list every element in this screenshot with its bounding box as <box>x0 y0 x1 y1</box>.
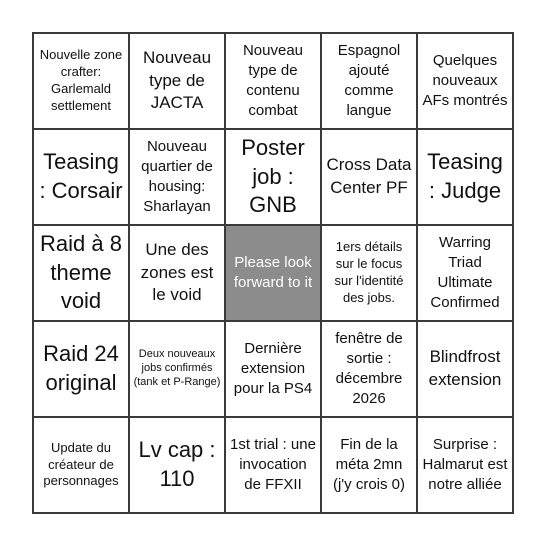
bingo-cell-2-3[interactable] <box>226 130 322 226</box>
bingo-cell-5-2[interactable] <box>130 418 226 514</box>
bingo-cell-text: Teasing : Corsair <box>39 149 123 203</box>
bingo-cell-5-5[interactable] <box>418 418 514 514</box>
bingo-cell-text: Quelques nouveaux AFs montrés <box>422 52 508 109</box>
bingo-cell-2-2[interactable] <box>130 130 226 226</box>
bingo-cell-1-1[interactable] <box>34 34 130 130</box>
bingo-cell-5-1[interactable] <box>34 418 130 514</box>
bingo-cell-1-2[interactable] <box>130 34 226 130</box>
bingo-cell-text: Please look forward to it <box>233 254 313 291</box>
bingo-cell-4-1[interactable] <box>34 322 130 418</box>
bingo-cell-text: Blindfrost extension <box>428 347 502 389</box>
bingo-cell-3-2[interactable] <box>130 226 226 322</box>
bingo-cell-text: 1ers détails sur le focus sur l'identité des jobs. <box>334 239 404 305</box>
bingo-cell-2-5[interactable] <box>418 130 514 226</box>
bingo-cell-text: Teasing : Judge <box>427 149 503 203</box>
bingo-cell-text: Lv cap : 110 <box>138 437 216 491</box>
bingo-cell-text: Nouvelle zone crafter: Garlemald settlement <box>39 47 123 113</box>
bingo-cell-text: 1st trial : une invocation de FFXII <box>230 436 316 493</box>
bingo-cell-5-4[interactable] <box>322 418 418 514</box>
bingo-cell-text: Poster job : GNB <box>241 135 305 218</box>
bingo-cell-text: Fin de la méta 2mn (j'y crois 0) <box>332 436 406 493</box>
bingo-cell-text: Raid 24 original <box>43 341 119 395</box>
bingo-cell-1-3[interactable] <box>226 34 322 130</box>
bingo-cell-5-3[interactable] <box>226 418 322 514</box>
bingo-free-cell[interactable] <box>226 226 322 322</box>
bingo-cell-4-2[interactable] <box>130 322 226 418</box>
bingo-cell-text: Espagnol ajouté comme langue <box>337 42 401 119</box>
bingo-cell-text: Update du créateur de personnages <box>43 439 119 489</box>
bingo-cell-3-4[interactable] <box>322 226 418 322</box>
bingo-cell-text: fenêtre de sortie : décembre 2026 <box>335 330 403 407</box>
bingo-cell-text: Warring Triad Ultimate Confirmed <box>430 234 500 311</box>
bingo-cell-text: Une des zones est le void <box>140 239 214 305</box>
bingo-cell-text: Dernière extension pour la PS4 <box>233 340 313 397</box>
bingo-cell-2-4[interactable] <box>322 130 418 226</box>
bingo-cell-text: Nouveau type de JACTA <box>142 47 212 113</box>
bingo-cell-1-4[interactable] <box>322 34 418 130</box>
bingo-cell-text: Cross Data Center PF <box>326 155 412 197</box>
bingo-cell-3-5[interactable] <box>418 226 514 322</box>
bingo-cell-4-5[interactable] <box>418 322 514 418</box>
bingo-cell-3-1[interactable] <box>34 226 130 322</box>
bingo-cell-1-5[interactable] <box>418 34 514 130</box>
bingo-cell-2-1[interactable] <box>34 130 130 226</box>
bingo-cell-4-3[interactable] <box>226 322 322 418</box>
bingo-board <box>32 32 514 514</box>
bingo-cell-text: Nouveau quartier de housing: Sharlayan <box>141 138 213 215</box>
bingo-cell-text: Deux nouveaux jobs confirmés (tank et P-Range) <box>133 348 221 388</box>
bingo-cell-text: Raid à 8 theme void <box>40 231 122 314</box>
bingo-cell-4-4[interactable] <box>322 322 418 418</box>
bingo-cell-text: Surprise : Halmarut est notre alliée <box>422 436 508 493</box>
bingo-cell-text: Nouveau type de contenu combat <box>242 42 304 119</box>
